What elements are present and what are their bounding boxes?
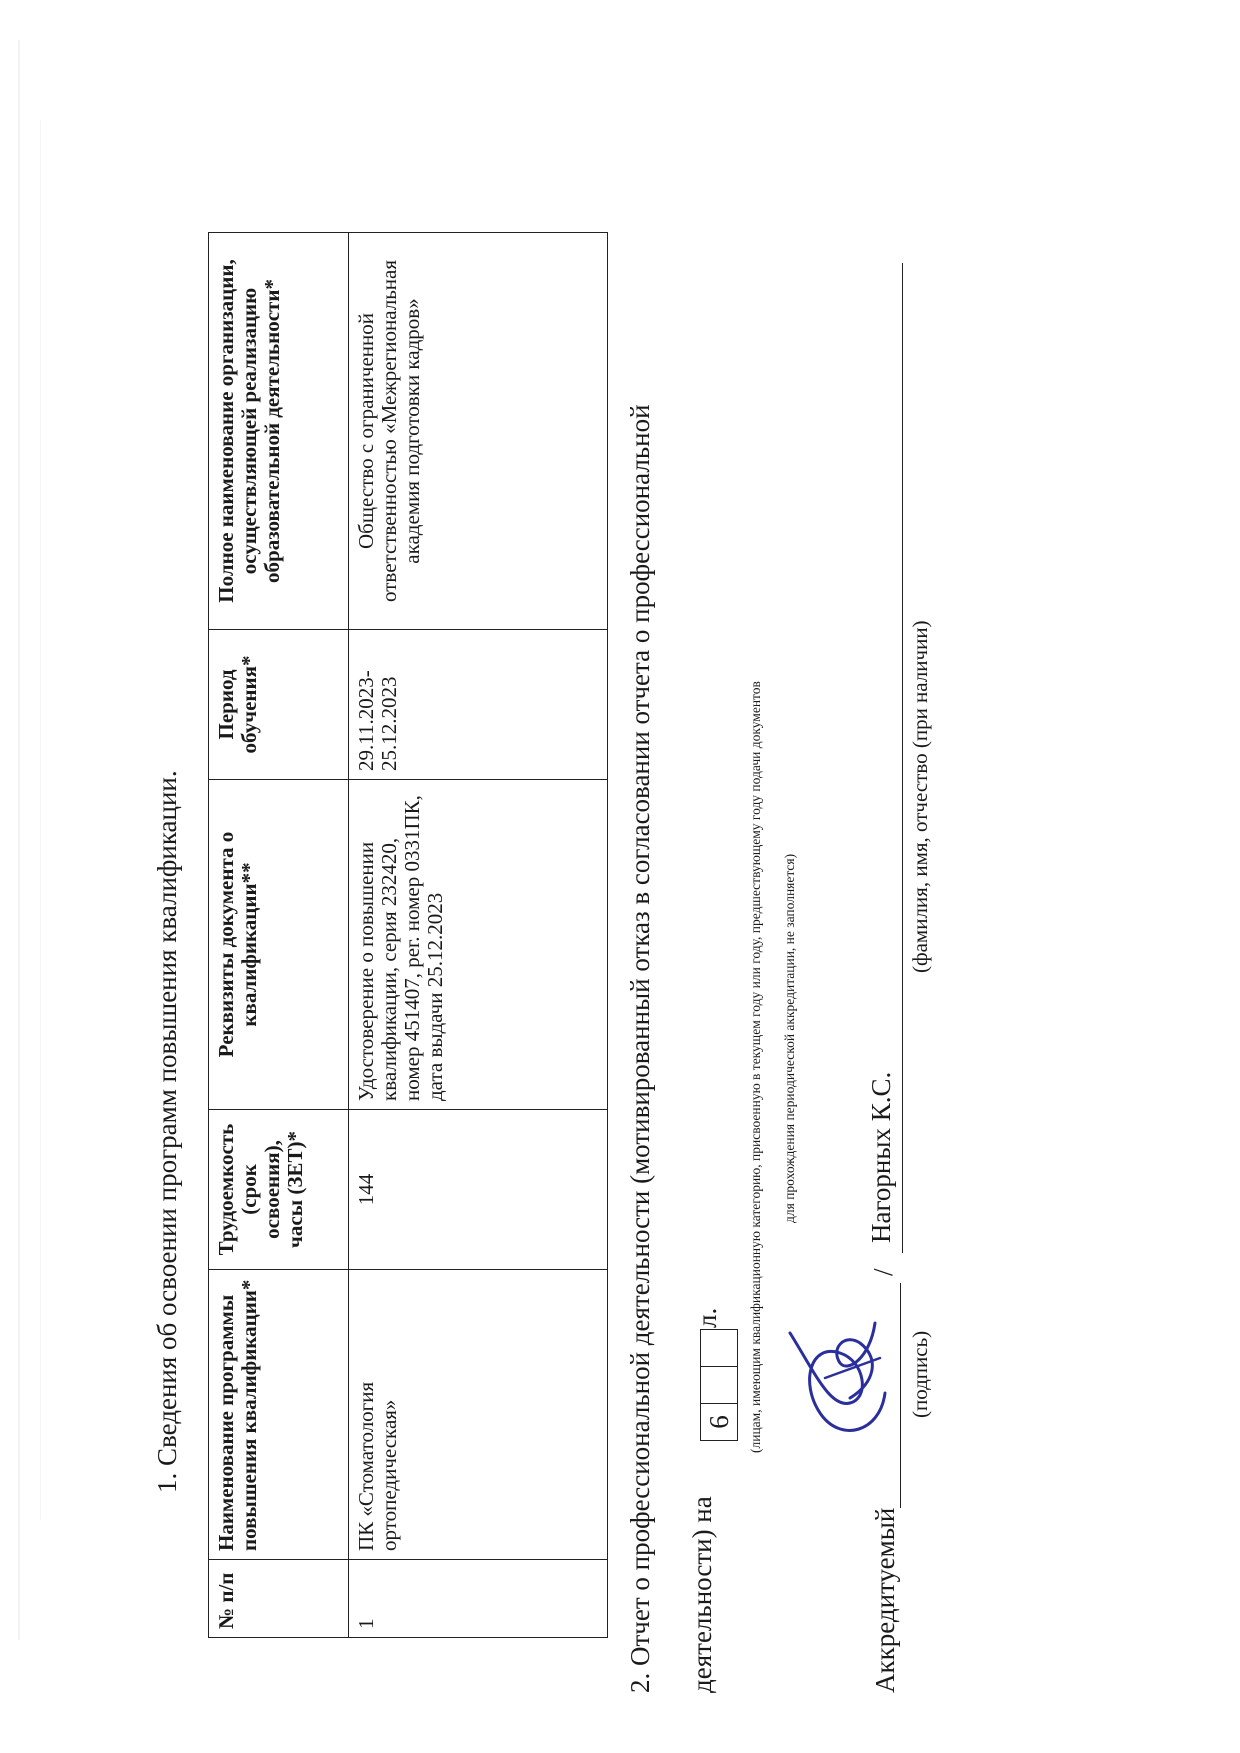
cell-document: Удостоверение о повышении квалификации, серия 232420, номер 451407, рег. номер 0331ПК, дата выдачи 25.12.2023 xyxy=(349,780,608,1110)
years-unit: л. xyxy=(692,1307,722,1328)
header-hours: Трудоемкость (срок освоения), часы (ЗЕТ)* xyxy=(209,1110,349,1270)
cell-program: ПК «Стоматология ортопедическая» xyxy=(349,1270,608,1560)
name-line xyxy=(902,263,903,1253)
signer-slash: / xyxy=(868,1268,898,1276)
years-digit-box[interactable]: 6 xyxy=(700,1403,738,1441)
section2-note-line2: для прохождения периодической аккредитации, не заполняется) xyxy=(782,853,797,1223)
header-document: Реквизиты документа о квалификации** xyxy=(209,780,349,1110)
signature-line xyxy=(900,1283,901,1508)
cell-period: 29.11.2023-25.12.2023 xyxy=(349,630,608,780)
cell-organization: Общество с ограниченной ответственностью «Межрегиональная академия подготовки кадров» xyxy=(349,233,608,630)
table-row xyxy=(349,233,608,1638)
signer-name: Нагорных К.С. xyxy=(866,1071,896,1243)
signature-caption: (подпись) xyxy=(908,1330,932,1418)
section2-note-line1: (лицам, имеющим квалификационную категорию, присвоенную в текущем году или году, предшествующему году подачи документов xyxy=(748,681,763,1453)
section2-title: 2. Отчет о профессиональной деятельности (мотивированный отказ в согласовании отчета о профессиональной xyxy=(625,404,655,1693)
header-organization: Полное наименование организации, осуществляющей реализацию образовательной деятельности* xyxy=(209,233,349,630)
name-caption: (фамилия, имя, отчество (при наличии) xyxy=(908,620,932,973)
signer-label: Аккредитуемый xyxy=(870,1507,900,1693)
section1-title: 1. Сведения об освоении программ повышения квалификации. xyxy=(152,770,182,1493)
table-header-row xyxy=(209,233,349,1638)
header-program: Наименование программы повышения квалификации* xyxy=(209,1270,349,1560)
years-digit-box[interactable] xyxy=(700,1366,738,1403)
cell-num: 1 xyxy=(349,1560,608,1638)
years-digit-box[interactable] xyxy=(700,1329,738,1366)
section2-line2: деятельности) на xyxy=(687,1496,717,1693)
cell-hours: 144 xyxy=(349,1110,608,1270)
qualification-table xyxy=(208,232,608,1638)
years-boxes xyxy=(700,1329,738,1441)
header-num: № п/п xyxy=(209,1560,349,1638)
header-period: Период обучения* xyxy=(209,630,349,780)
handwritten-signature xyxy=(780,1303,900,1453)
